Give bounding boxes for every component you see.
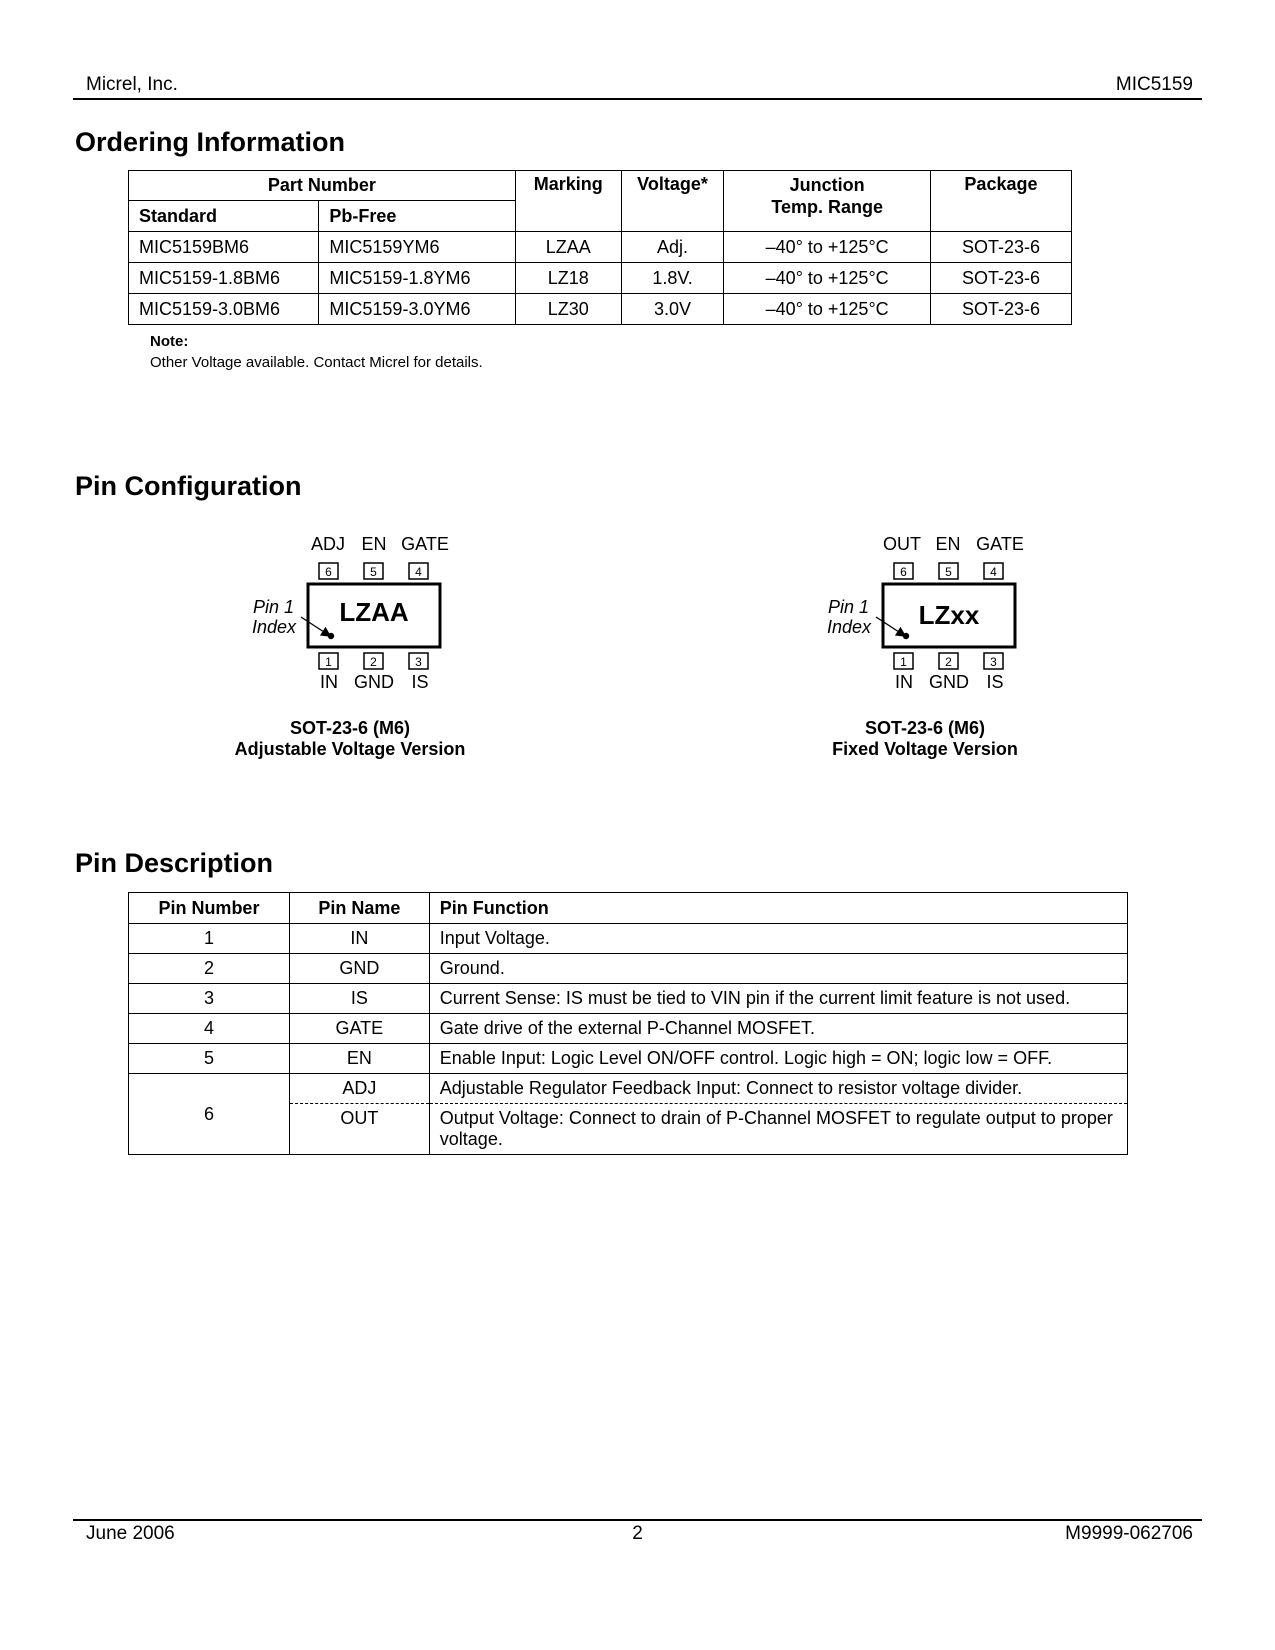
pin-label-bottom: GND (929, 672, 969, 692)
col-pin-number: Pin Number (129, 893, 290, 924)
cell-pin-function: Adjustable Regulator Feedback Input: Connect to resistor voltage divider. (429, 1074, 1127, 1104)
caption-adjustable (200, 718, 500, 760)
header-part-number: MIC5159 (1115, 74, 1193, 95)
pin-number: 5 (370, 565, 377, 579)
cell-marking: LZ18 (515, 263, 621, 294)
caption-version: Adjustable Voltage Version (234, 739, 466, 759)
cell-pin-function: Enable Input: Logic Level ON/OFF control. Logic high = ON; logic low = OFF. (429, 1044, 1127, 1074)
col-junction-line1: Junction (789, 175, 865, 195)
cell-pin-number: 5 (129, 1044, 290, 1074)
pin-label-bottom: GND (354, 672, 394, 692)
cell-pb-free: MIC5159-1.8YM6 (319, 263, 515, 294)
pin-label-top: ADJ (310, 534, 346, 554)
pin1-index-label: Index (826, 617, 871, 637)
pin-row (129, 954, 1128, 984)
pin-row (129, 984, 1128, 1014)
ordering-title: Ordering Information (75, 127, 345, 157)
pin-number: 3 (415, 655, 422, 669)
cell-pin-name: GND (289, 954, 429, 984)
cell-voltage: Adj. (621, 232, 724, 263)
pin-row (129, 1074, 1128, 1104)
pin-label-top: GATE (401, 534, 449, 554)
cell-temp: –40° to +125°C (724, 232, 931, 263)
chip-fixed (827, 534, 1024, 692)
col-marking: Marking (515, 171, 621, 232)
cell-pin-number: 3 (129, 984, 290, 1014)
pin1-index-label: Index (251, 617, 296, 637)
pin-number: 2 (945, 655, 952, 669)
header-company: Micrel, Inc. (86, 74, 178, 95)
col-standard: Standard (129, 201, 319, 232)
cell-package: SOT-23-6 (930, 294, 1071, 325)
pin-label-bottom: IS (986, 672, 1004, 692)
chip-adjustable (252, 534, 449, 692)
pin-number: 1 (325, 655, 332, 669)
cell-voltage: 1.8V. (621, 263, 724, 294)
footer-page-number: 2 (632, 1523, 643, 1544)
col-pin-name: Pin Name (289, 893, 429, 924)
caption-fixed (775, 718, 1075, 760)
pin1-index-label: Pin 1 (827, 597, 869, 617)
pin-label-bottom: IN (895, 672, 913, 692)
caption-package: SOT-23-6 (M6) (289, 718, 411, 738)
col-voltage: Voltage* (621, 171, 724, 232)
pin1-index-label: Pin 1 (252, 597, 294, 617)
cell-pin-name: IN (289, 924, 429, 954)
pin-number: 1 (900, 655, 907, 669)
pin-row (129, 924, 1128, 954)
pin-row (129, 1014, 1128, 1044)
cell-temp: –40° to +125°C (724, 263, 931, 294)
cell-temp: –40° to +125°C (724, 294, 931, 325)
pin-label-bottom: IN (320, 672, 338, 692)
cell-pin-function: Output Voltage: Connect to drain of P-Channel MOSFET to regulate output to proper voltage. (429, 1104, 1127, 1155)
col-pb-free: Pb-Free (319, 201, 515, 232)
pin-label-top: EN (361, 534, 387, 554)
cell-pin-number: 1 (129, 924, 290, 954)
cell-pin-name: OUT (289, 1104, 429, 1155)
cell-pin-function: Current Sense: IS must be tied to VIN pin if the current limit feature is not used. (429, 984, 1127, 1014)
cell-pin-name: GATE (289, 1014, 429, 1044)
cell-package: SOT-23-6 (930, 232, 1071, 263)
footer-rule (73, 1519, 1202, 1521)
cell-standard: MIC5159-1.8BM6 (129, 263, 319, 294)
pin-number: 6 (900, 565, 907, 579)
pin-desc-table (128, 892, 1128, 1155)
col-package: Package (930, 171, 1071, 232)
ordering-note-text: Other Voltage available. Contact Micrel for details. (150, 354, 483, 371)
cell-pin-name: IS (289, 984, 429, 1014)
pin-label-bottom: IS (411, 672, 429, 692)
pin1-dot (903, 633, 909, 639)
cell-package: SOT-23-6 (930, 263, 1071, 294)
pin-number: 2 (370, 655, 377, 669)
cell-pin-name: ADJ (289, 1074, 429, 1104)
pin-row (129, 1044, 1128, 1074)
cell-pb-free: MIC5159YM6 (319, 232, 515, 263)
cell-standard: MIC5159-3.0BM6 (129, 294, 319, 325)
cell-pin-name: EN (289, 1044, 429, 1074)
pin1-dot (328, 633, 334, 639)
pin-number: 5 (945, 565, 952, 579)
chip-marking: LZxx (918, 600, 980, 630)
pin-number: 4 (990, 565, 997, 579)
footer-date: June 2006 (86, 1523, 175, 1544)
cell-pin-function: Ground. (429, 954, 1127, 984)
pin-number: 4 (415, 565, 422, 579)
pin-number: 3 (990, 655, 997, 669)
caption-package: SOT-23-6 (M6) (864, 718, 986, 738)
cell-marking: LZ30 (515, 294, 621, 325)
caption-version: Fixed Voltage Version (832, 739, 1018, 759)
pin-desc-title: Pin Description (75, 848, 274, 878)
pin-number: 6 (325, 565, 332, 579)
pin-label-top: EN (935, 534, 961, 554)
cell-pin-number: 4 (129, 1014, 290, 1044)
col-junction-line2: Temp. Range (771, 197, 883, 217)
col-pin-function: Pin Function (429, 893, 1127, 924)
cell-standard: MIC5159BM6 (129, 232, 319, 263)
cell-voltage: 3.0V (621, 294, 724, 325)
cell-pin-function: Gate drive of the external P-Channel MOSFET. (429, 1014, 1127, 1044)
pin-label-top: OUT (883, 534, 921, 554)
cell-pin-number: 6 (129, 1074, 290, 1155)
chip-marking: LZAA (339, 597, 409, 627)
col-part-number: Part Number (129, 171, 516, 201)
cell-pin-number: 2 (129, 954, 290, 984)
cell-marking: LZAA (515, 232, 621, 263)
cell-pin-function: Input Voltage. (429, 924, 1127, 954)
pin-label-top: GATE (976, 534, 1024, 554)
pin-config-title: Pin Configuration (75, 471, 302, 501)
footer-doc-number: M9999-062706 (1065, 1523, 1193, 1544)
cell-pb-free: MIC5159-3.0YM6 (319, 294, 515, 325)
ordering-note-title: Note: (150, 333, 189, 350)
